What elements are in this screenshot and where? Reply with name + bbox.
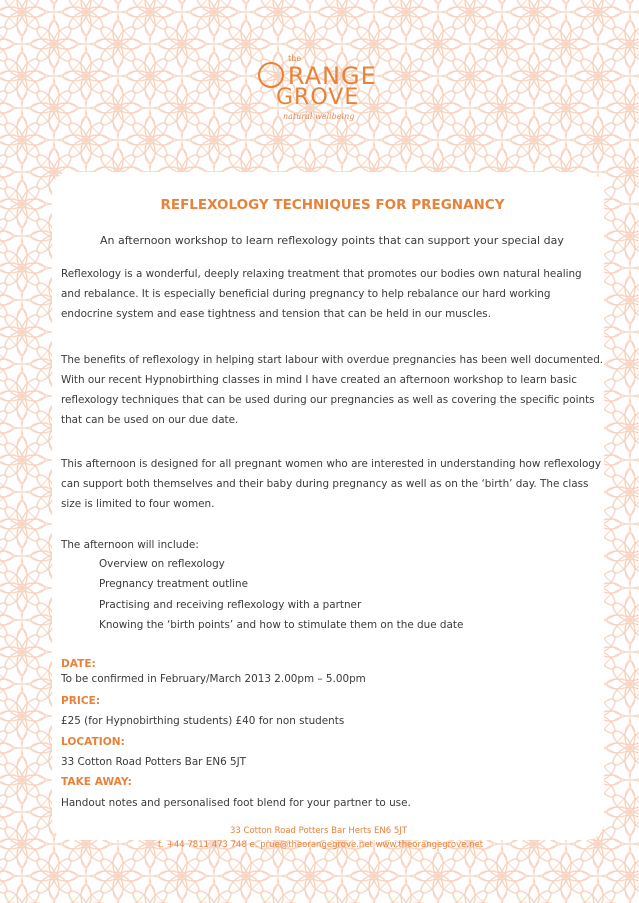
footer-contact: t. +44 7811 473 748 e. prue@theorangegrove.net www.theorangegrove.net	[158, 840, 484, 850]
date-value: To be confirmed in February/March 2013 2.00pm – 5.00pm	[61, 673, 366, 685]
footer-address: 33 Cotton Road Potters Bar Herts EN6 5JT	[230, 826, 407, 836]
orange-grove-logo	[258, 50, 398, 130]
logo-the: the	[288, 54, 302, 63]
list-item: Practising and receiving reflexology with a partner	[99, 598, 362, 611]
takeaway-value: Handout notes and personalised foot blend for your partner to use.	[61, 797, 411, 809]
page-title: REFLEXOLOGY TECHNIQUES FOR PREGNANCY	[160, 197, 505, 213]
page-subtitle: An afternoon workshop to learn reflexology points that can support your special day	[100, 234, 564, 247]
paragraph-includes-intro: The afternoon will include:	[61, 539, 199, 551]
logo-orange: RANGE	[287, 62, 377, 90]
price-label: PRICE:	[61, 695, 101, 707]
paragraph-audience: This afternoon is designed for all pregnant women who are interested in understanding how reflexology can support both themselves and their baby during pregnancy as well as on the ‘birth’ day. The class size is limited to four women.	[61, 458, 602, 510]
takeaway-label: TAKE AWAY:	[61, 776, 132, 788]
list-item: Overview on reflexology	[99, 558, 225, 570]
logo-tagline: natural wellbeing	[283, 112, 355, 121]
paragraph-benefits: The benefits of reflexology in helping start labour with overdue pregnancies has been well documented. With our recent Hypnobirthing classes in mind I have created an afternoon workshop to learn basic reflexology techniques that can be used during our pregnancies as well as covering the specific points that can be used on our due date.	[61, 354, 604, 426]
price-value: £25 (for Hypnobirthing students) £40 for non students	[61, 715, 345, 727]
paragraph-intro: Reflexology is a wonderful, deeply relaxing treatment that promotes our bodies own natural healing and rebalance. It is especially beneficial during pregnancy to help rebalance our hard working endocrine system and ease tightness and tension that can be held in our muscles.	[61, 268, 582, 320]
list-item: Knowing the ‘birth points’ and how to stimulate them on the due date	[99, 618, 464, 631]
list-item: Pregnancy treatment outline	[99, 578, 249, 591]
date-label: DATE:	[61, 658, 96, 670]
logo-grove: GROVE	[276, 85, 360, 110]
location-label: LOCATION:	[61, 736, 125, 748]
includes-list	[99, 554, 463, 635]
location-value: 33 Cotton Road Potters Bar EN6 5JT	[61, 756, 247, 768]
